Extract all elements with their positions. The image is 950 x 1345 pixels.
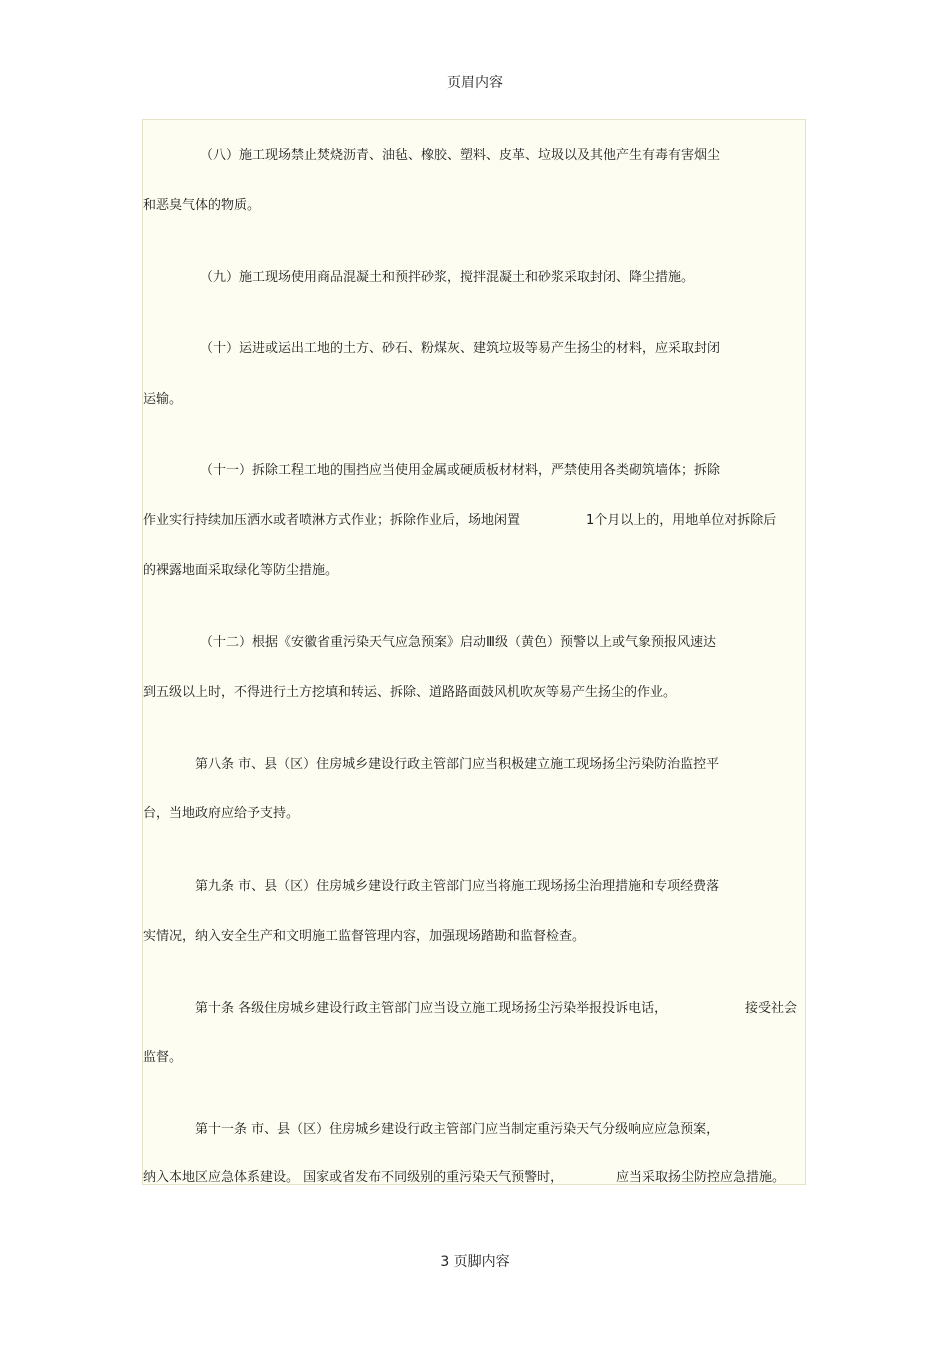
article-9-line-1: 第九条 市、县（区）住房城乡建设行政主管部门应当将施工现场扬尘治理措施和专项经费落 — [195, 879, 720, 894]
paragraph-11-line-2b: 1个月以上的，用地单位对拆除后 — [586, 513, 777, 528]
page-footer: 3 页脚内容 — [440, 1254, 510, 1270]
article-10-line-1a: 第十条 各级住房城乡建设行政主管部门应当设立施工现场扬尘污染举报投诉电话， — [195, 1001, 668, 1016]
page-header: 页眉内容 — [447, 75, 503, 91]
article-11-line-2a: 纳入本地区应急体系建设。 国家或省发布不同级别的重污染天气预警时， — [143, 1170, 564, 1185]
article-10-line-2: 监督。 — [143, 1050, 183, 1065]
paragraph-11-line-1: （十一）拆除工程工地的围挡应当使用金属或硬质板材材料，严禁使用各类砌筑墙体；拆除 — [200, 463, 721, 478]
article-9-line-2: 实情况，纳入安全生产和文明施工监督管理内容，加强现场踏勘和监督检查。 — [143, 929, 586, 944]
paragraph-12-line-1: （十二）根据《安徽省重污染天气应急预案》启动Ⅲ级（黄色）预警以上或气象预报风速达 — [200, 635, 716, 650]
paragraph-10-line-1: （十）运进或运出工地的土方、砂石、粉煤灰、建筑垃圾等易产生扬尘的材料，应采取封闭 — [200, 341, 721, 356]
article-11-line-2b: 应当采取扬尘防控应急措施。 — [616, 1170, 786, 1185]
paragraph-9-line-1: （九）施工现场使用商品混凝土和预拌砂浆，搅拌混凝土和砂浆采取封闭、降尘措施。 — [200, 270, 695, 285]
paragraph-11-line-3: 的裸露地面采取绿化等防尘措施。 — [143, 563, 339, 578]
article-10-line-1b: 接受社会 — [745, 1001, 798, 1016]
article-8-line-2: 台，当地政府应给予支持。 — [143, 806, 300, 821]
article-11-line-1: 第十一条 市、县（区）住房城乡建设行政主管部门应当制定重污染天气分级响应应急预案， — [195, 1122, 720, 1137]
paragraph-10-line-2: 运输。 — [143, 392, 183, 407]
paragraph-12-line-2: 到五级以上时，不得进行土方挖填和转运、拆除、道路路面鼓风机吹灰等易产生扬尘的作业。 — [143, 685, 677, 700]
paragraph-8-line-1: （八）施工现场禁止焚烧沥青、油毡、橡胶、塑料、皮革、垃圾以及其他产生有毒有害烟尘 — [200, 148, 721, 163]
article-8-line-1: 第八条 市、县（区）住房城乡建设行政主管部门应当积极建立施工现场扬尘污染防治监控平 — [195, 757, 720, 772]
paragraph-8-line-2: 和恶臭气体的物质。 — [143, 198, 261, 213]
paragraph-11-line-2a: 作业实行持续加压洒水或者喷淋方式作业；拆除作业后，场地闲置 — [143, 513, 521, 528]
